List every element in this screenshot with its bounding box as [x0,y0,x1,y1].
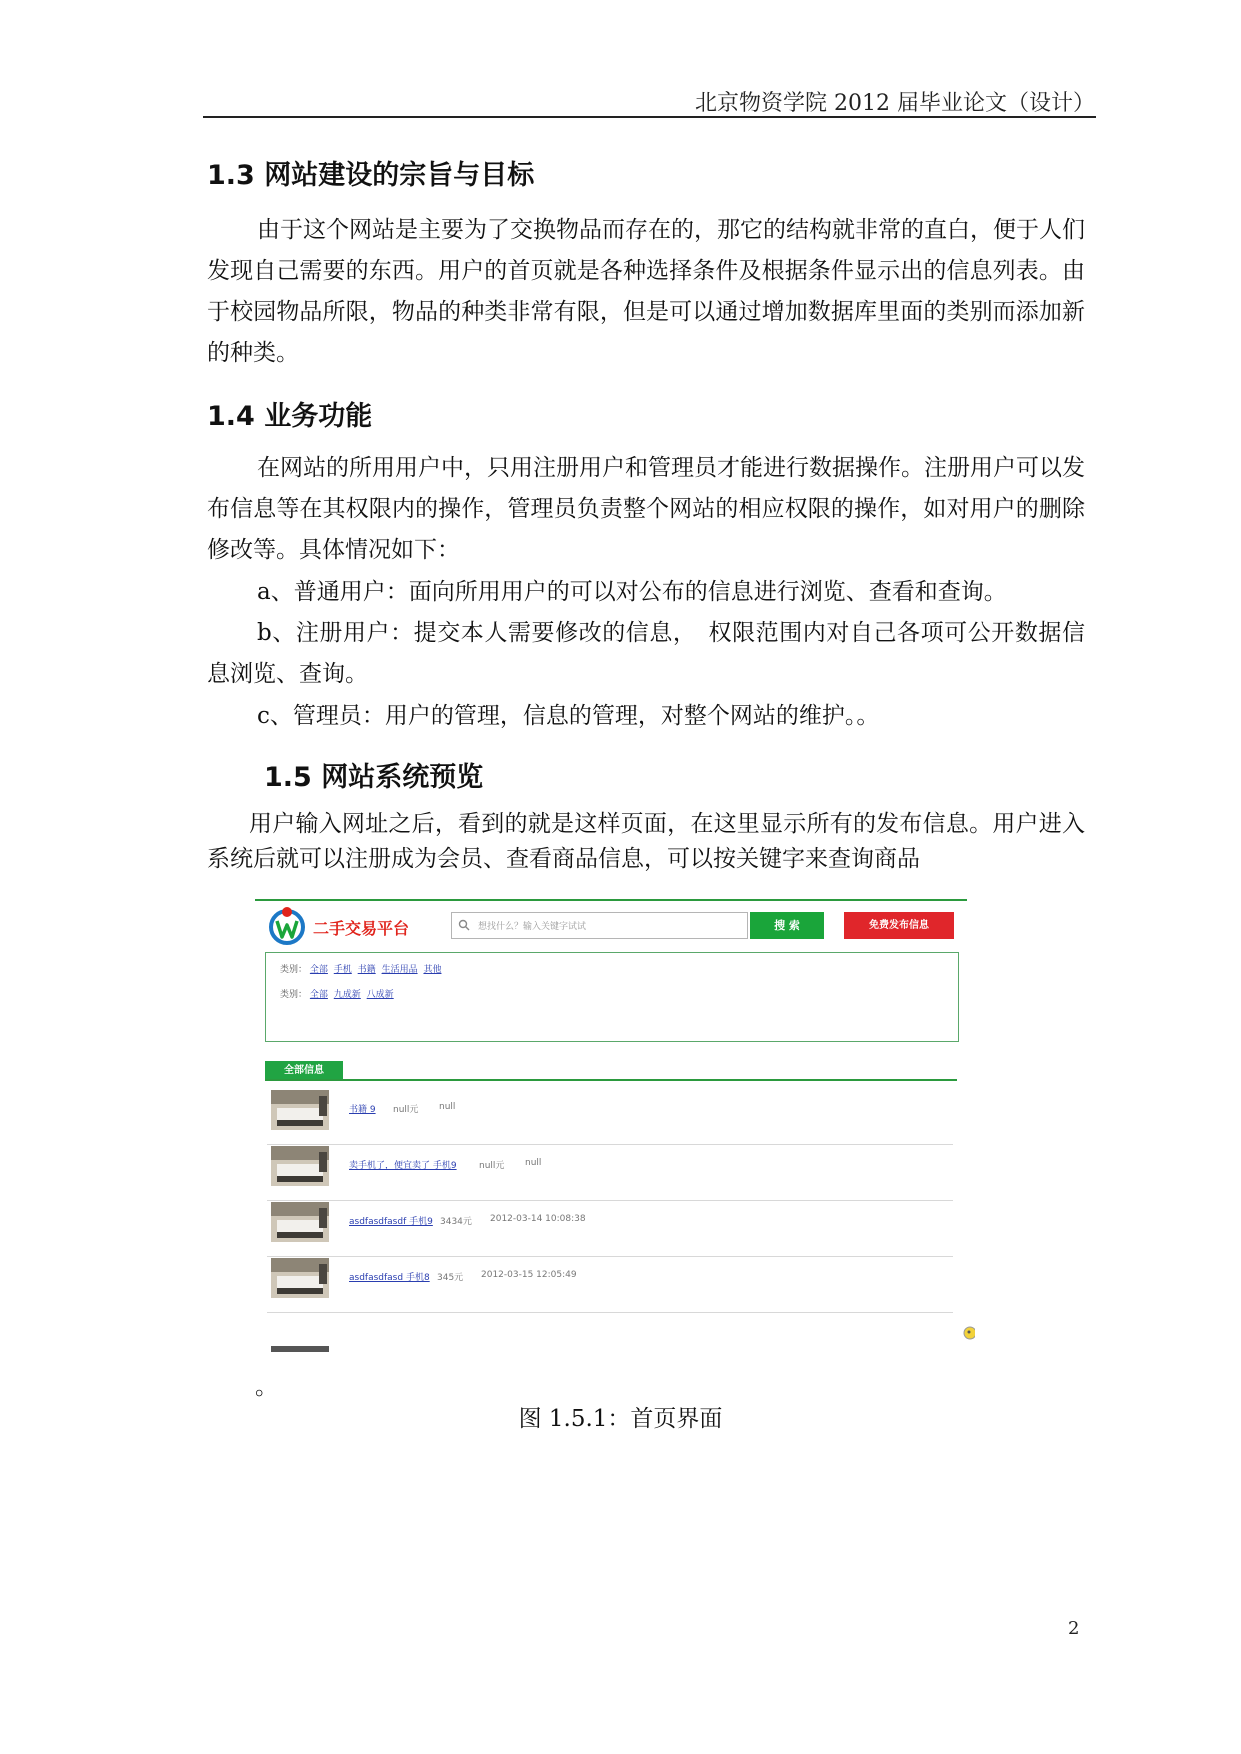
paragraph-1-4-b: b、注册用户：提交本人需要修改的信息， 权限范围内对自己各项可公开数据信息浏览、查询。 [207,620,1085,687]
filter-option-all[interactable]: 全部 [309,990,328,1000]
list-item[interactable] [267,1082,953,1145]
filter-option-other[interactable]: 其他 [423,965,442,975]
figure-caption: 图 1.5.1：首页界面 [518,1406,723,1432]
condition-filter-row [280,987,397,1000]
search-icon [458,919,470,931]
site-logo-icon [267,905,307,945]
item-title-link[interactable]: 书籍 9 [349,1105,376,1115]
filter-option-daily[interactable]: 生活用品 [381,965,418,975]
section-heading-1-3: 1.3 网站建设的宗旨与目标 [207,160,535,191]
item-price: 345元 [437,1273,464,1283]
filter-option-all[interactable]: 全部 [309,965,328,975]
item-price: null元 [479,1161,505,1171]
homepage-screenshot [255,880,967,1352]
list-item[interactable] [267,1138,953,1201]
search-button[interactable]: 搜 索 [750,912,824,939]
filter-option-books[interactable]: 书籍 [357,965,376,975]
item-thumbnail [271,1258,329,1298]
item-time: null [439,1102,456,1112]
item-time: 2012-03-15 12:05:49 [481,1270,577,1280]
filter-label: 类别： [280,965,308,975]
section-heading-1-5: 1.5 网站系统预览 [264,762,484,793]
paragraph-1-3: 由于这个网站是主要为了交换物品而存在的，那它的结构就非常的直白，便于人们发现自己需要的东西。用户的首页就是各种选择条件及根据条件显示出的信息列表。由于校园物品所限，物品的种类非常有限，但是可以通过增加数据库里面的类别而添加新的种类。 [207,217,1085,366]
item-price: 3434元 [440,1217,472,1227]
item-price: null元 [393,1105,419,1115]
search-input[interactable] [451,912,748,939]
paragraph-1-4-intro: 在网站的所用用户中，只用注册用户和管理员才能进行数据操作。注册用户可以发布信息等在其权限内的操作，管理员负责整个网站的相应权限的操作，如对用户的删除修改等。具体情况如下： [207,455,1085,563]
item-title-link[interactable]: asdfasdfasdf 手机9 [349,1217,433,1227]
page-number: 2 [1068,1618,1080,1639]
cropped-list-item [271,1346,329,1352]
screenshot-top-border [255,899,967,901]
paragraph-1-4-a: a、普通用户：面向所用用户的可以对公布的信息进行浏览、查看和查询。 [257,579,1007,605]
item-time: 2012-03-14 10:08:38 [490,1214,586,1224]
page-header: 北京物资学院 2012 届毕业论文（设计） [695,91,1095,116]
filter-option-90-new[interactable]: 九成新 [333,990,361,1000]
item-thumbnail [271,1090,329,1130]
item-thumbnail [271,1202,329,1242]
item-time: null [525,1158,542,1168]
section-heading-1-4: 1.4 业务功能 [207,401,373,432]
list-item[interactable] [267,1250,953,1313]
filter-option-80-new[interactable]: 八成新 [366,990,394,1000]
filter-label: 类别： [280,990,308,1000]
stray-punctuation: 。 [255,1374,278,1400]
publish-button[interactable]: 免费发布信息 [844,912,954,939]
site-logo-text: 二手交易平台 [313,919,410,938]
floating-widget-icon[interactable] [963,1323,975,1343]
list-item[interactable] [267,1194,953,1257]
search-placeholder: 想找什么？输入关键字试试 [478,922,587,932]
paragraph-1-5: 用户输入网址之后，看到的就是这样页面，在这里显示所有的发布信息。用户进入系统后就可以注册成为会员、查看商品信息，可以按关键字来查询商品 [207,811,1085,872]
tab-underline [265,1079,957,1081]
filter-option-phone[interactable]: 手机 [333,965,352,975]
tab-all-info[interactable]: 全部信息 [265,1061,343,1080]
paragraph-1-4-c: c、管理员：用户的管理，信息的管理，对整个网站的维护。。 [257,703,880,729]
filter-panel [265,952,959,1042]
item-thumbnail [271,1146,329,1186]
item-title-link[interactable]: asdfasdfasd 手机8 [349,1273,430,1283]
item-title-link[interactable]: 卖手机了，便宜卖了 手机9 [349,1161,457,1171]
header-rule [203,116,1096,118]
category-filter-row [280,962,444,975]
